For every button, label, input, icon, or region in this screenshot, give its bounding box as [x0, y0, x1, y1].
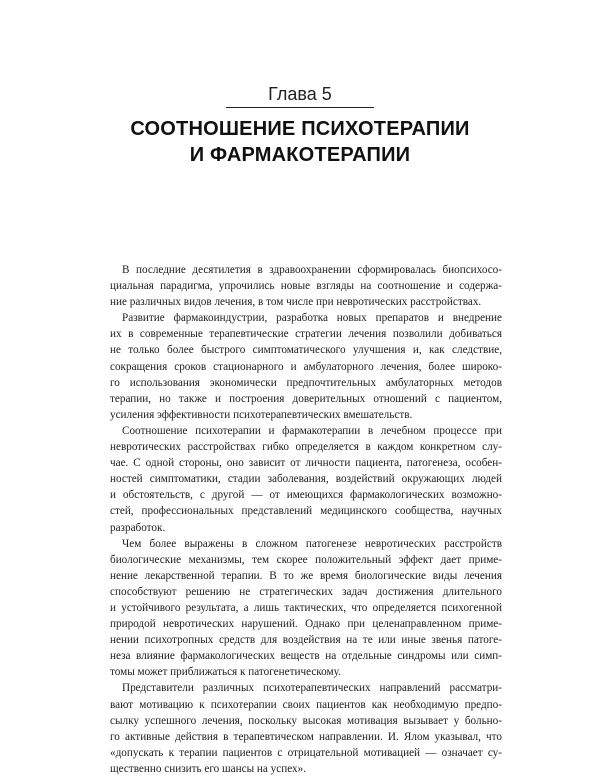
paragraph-line: разработок. [110, 521, 166, 534]
paragraph-line: томы может приближаться к патогенетическому. [110, 666, 341, 679]
paragraph-line: Развитие фармакоиндустрии, разработка новых препаратов и внедрение [122, 312, 502, 325]
paragraph-line: го активные действия в терапевтическом направлении. И. Ялом указывал, что [110, 730, 502, 743]
paragraph-line: В последние десятилетия в здравоохранении сформировалась биопсихосо- [122, 264, 502, 276]
paragraph-line: способствуют решению не стратегических задач достижения длительного [110, 585, 502, 598]
paragraph-line: щественно снизить его шансы на успех». [110, 762, 307, 775]
paragraph-line: и обстоятельств, с другой — от имеющихся фармакологических возможно- [110, 489, 502, 502]
paragraph-line: Соотношение психотерапии и фармакотерапии в лечебном процессе при [122, 424, 502, 437]
paragraph-line: их в современные терапевтические стратегии лечения позволили добиваться [110, 328, 502, 341]
paragraph [110, 423, 502, 536]
paragraph [110, 536, 502, 681]
paragraph-line: стей, профессиональных представлений медицинского сообщества, научных [110, 505, 502, 518]
chapter-rule [226, 107, 374, 108]
paragraph-line: неза влияние фармакологических веществ на отдельные синдромы или симп- [110, 650, 502, 663]
paragraph-line: биологические механизмы, тем скорее положительный эффект дает приме- [110, 553, 502, 566]
chapter-label: Глава 5 [268, 84, 332, 104]
paragraph-line: го использования экономически предпочтительных амбулаторных методов [110, 376, 502, 389]
paragraph-line: сылку успешного лечения, поскольку высокая мотивация вызывает у больно- [110, 714, 502, 727]
paragraph-line: Представители различных психотерапевтических направлений рассматри- [122, 682, 502, 695]
paragraph-line: Чем более выражены в сложном патогенезе невротических расстройств [122, 537, 502, 550]
paragraph-line: «допускать к терапии пациентов с отрицательной мотивацией — означает су- [110, 746, 502, 759]
paragraph [110, 262, 502, 310]
paragraph-line: нении психотропных средств для воздействия на те или иные звенья патоге- [110, 634, 502, 647]
chapter-title-line: И ФАРМАКОТЕРАПИИ [189, 144, 411, 166]
chapter-title [0, 116, 600, 168]
paragraph [110, 680, 502, 777]
paragraph [110, 310, 502, 423]
paragraph-line: природой невротических нарушений. Однако при целенаправленном приме- [110, 618, 502, 631]
paragraph-line: невротических расстройствах гибко определяется в каждом конкретном слу- [110, 441, 502, 454]
paragraph-line: терапии, но также и построения доверительных отношений с пациентом, [110, 392, 502, 405]
paragraph-line: сокращения сроков стационарного и амбулаторного лечения, более широко- [110, 360, 502, 373]
paragraph-line: усиления эффективности психотерапевтических вмешательств. [110, 408, 413, 421]
paragraph-line: чае. С одной стороны, оно зависит от личности пациента, патогенеза, особен- [110, 457, 502, 470]
chapter-title-line: СООТНОШЕНИЕ ПСИХОТЕРАПИИ [130, 118, 470, 140]
paragraph-line: вают мотивацию к психотерапии своих пациентов как необходимую предпо- [110, 698, 502, 711]
paragraph-line: ностей симптоматики, стадии заболевания, воздействий окружающих людей [110, 473, 502, 486]
body-text [110, 262, 502, 777]
paragraph-line: ние различных видов лечения, в том числе при невротических расстройствах. [110, 296, 482, 309]
paragraph-line: нение лекарственной терапии. В то же время биологические виды лечения [110, 569, 502, 582]
paragraph-line: циальная парадигма, упрочились новые взгляды на соотношение и содержа- [110, 280, 502, 293]
paragraph-line: и устойчивого результата, а лишь тактических, что определяется психогенной [110, 601, 502, 614]
paragraph-line: не только более быстрого симптоматического улучшения и, как следствие, [110, 344, 502, 357]
